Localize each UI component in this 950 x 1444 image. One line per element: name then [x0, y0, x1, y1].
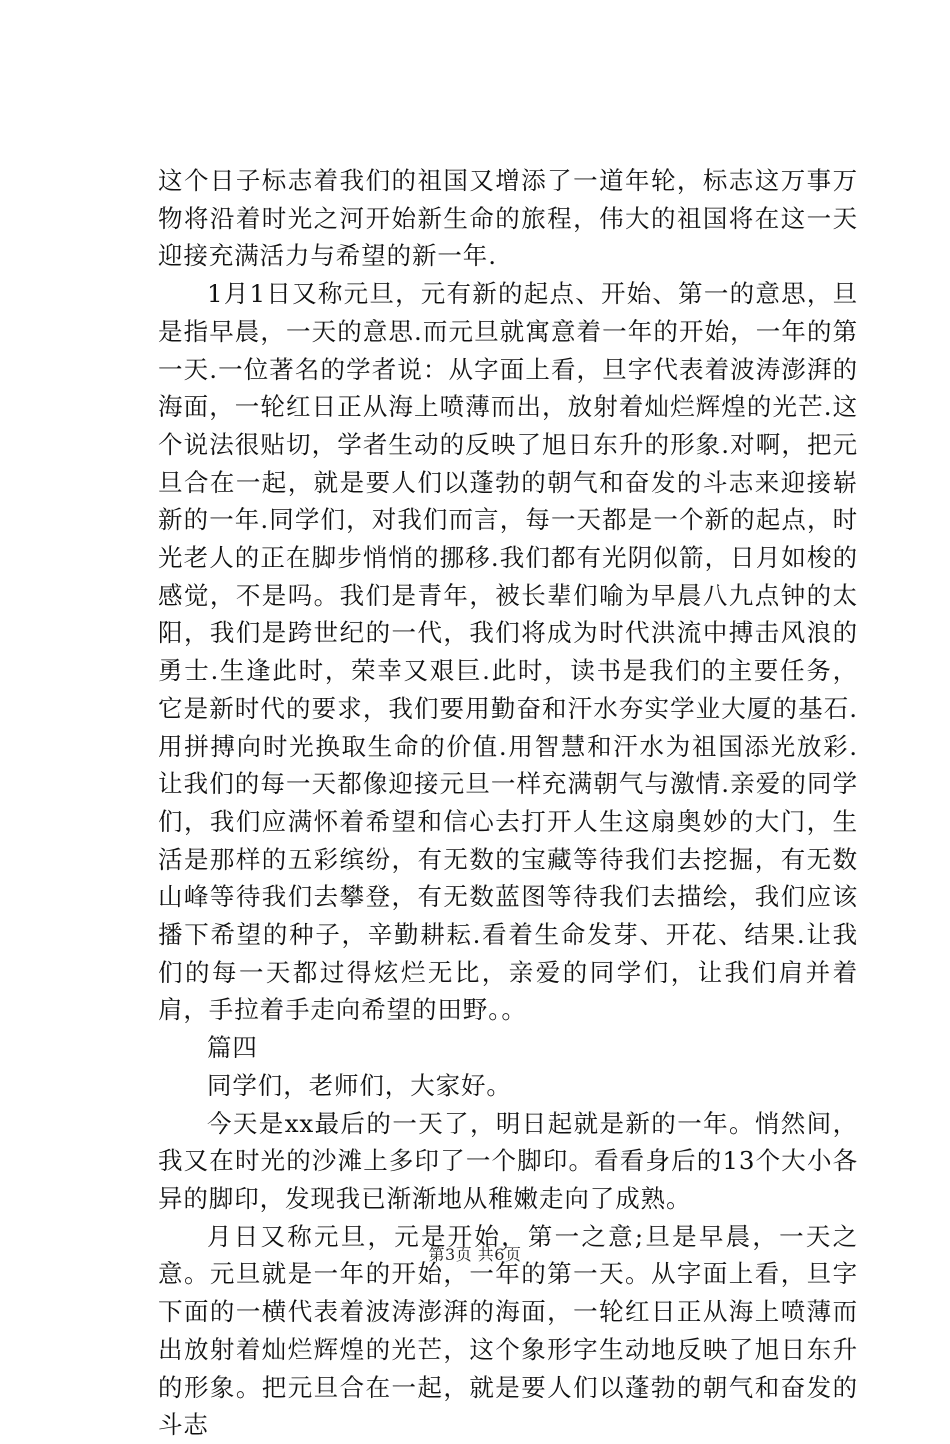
paragraph-6: 月日又称元旦，元是开始，第一之意;旦是早晨，一天之意。元旦就是一年的开始，一年的第一天。从字面上看，旦字下面的一横代表着波涛澎湃的海面，一轮红日正从海上喷薄而出放射着灿烂辉煌的光芒，这个象形字生动地反映了旭日东升的形象。把元旦合在一起，就是要人们以蓬勃的朝气和奋发的斗志: [158, 1221, 858, 1440]
paragraph-2: 1月1日又称元旦，元有新的起点、开始、第一的意思，旦是指早晨，一天的意思.而元旦就寓意着一年的开始，一年的第一天.一位著名的学者说：从字面上看，旦字代表着波涛澎湃的海面，一轮红日正从海上喷薄而出，放射着灿烂辉煌的光芒.这个说法很贴切，学者生动的反映了旭日东升的形象.对啊，把元旦合在一起，就是要人们以蓬勃的朝气和奋发的斗志来迎接崭新的一年.同学们，对我们而言，每一天都是一个新的起点，时光老人的正在脚步悄悄的挪移.我们都有光阴似箭，日月如梭的感觉，不是吗。我们是青年，被长辈们喻为早晨八九点钟的太阳，我们是跨世纪的一代，我们将成为时代洪流中搏击风浪的勇士.生逢此时，荣幸又艰巨.此时，读书是我们的主要任务，它是新时代的要求，我们要用勤奋和汗水夯实学业大厦的基石.用拼搏向时光换取生命的价值.用智慧和汗水为祖国添光放彩.让我们的每一天都像迎接元旦一样充满朝气与激情.亲爱的同学们，我们应满怀着希望和信心去打开人生这扇奥妙的大门，生活是那样的五彩缤纷，有无数的宝藏等待我们去挖掘，有无数山峰等待我们去攀登，有无数蓝图等待我们去描绘，我们应该播下希望的种子，辛勤耕耘.看着生命发芽、开花、结果.让我们的每一天都过得炫烂无比，亲爱的同学们，让我们肩并着肩，手拉着手走向希望的田野。。: [158, 279, 858, 1025]
paragraph-1: 这个日子标志着我们的祖国又增添了一道年轮，标志这万事万物将沿着时光之河开始新生命的旅程，伟大的祖国将在这一天迎接充满活力与希望的新一年.: [158, 166, 858, 271]
greeting-paragraph: 同学们，老师们，大家好。: [207, 1070, 512, 1100]
paragraph-5: 今天是xx最后的一天了，明日起就是新的一年。悄然间，我又在时光的沙滩上多印了一个脚印。看看身后的13个大小各异的脚印，发现我已渐渐地从稚嫩走向了成熟。: [158, 1108, 858, 1213]
page-footer: 第3页 共6页: [428, 1245, 522, 1264]
section-heading: 篇四: [207, 1033, 258, 1063]
